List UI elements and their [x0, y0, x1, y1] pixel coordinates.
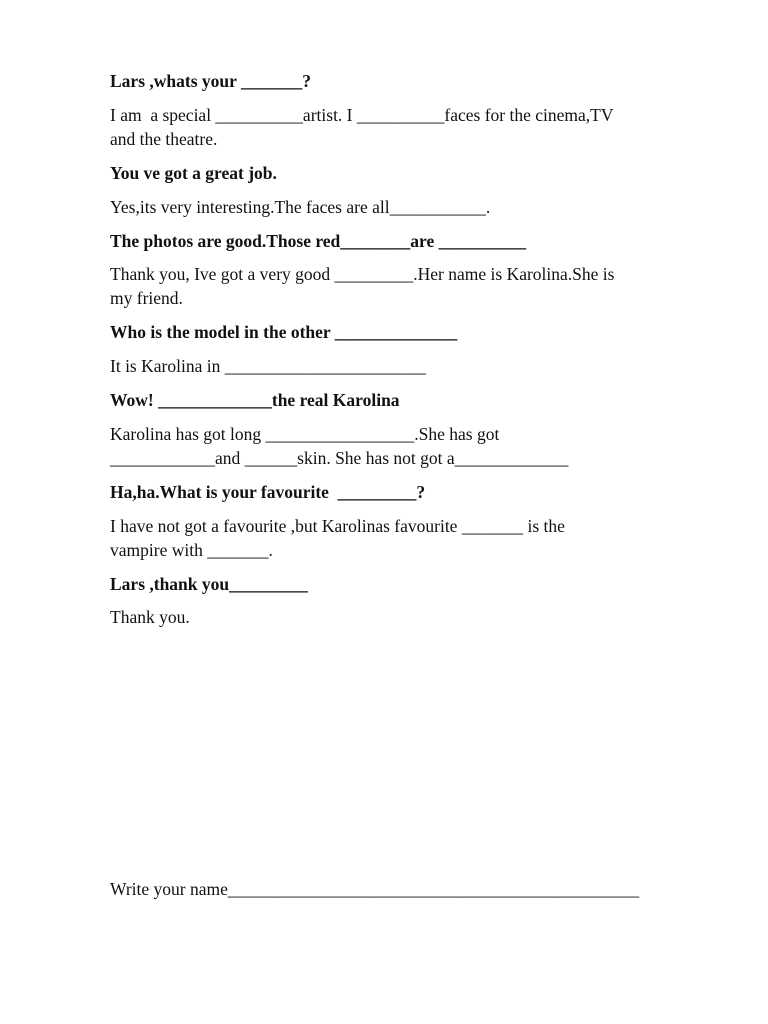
- answer-line-7: Thank you.: [110, 607, 190, 627]
- question-line-7: Lars ,thank you_________: [110, 574, 308, 594]
- answer-line-2: Yes,its very interesting.The faces are all___________.: [110, 197, 491, 217]
- question-line-3: The photos are good.Those red________are __________: [110, 231, 527, 251]
- question-line-1: Lars ,whats your _______?: [110, 71, 311, 91]
- question-line-2: You ve got a great job.: [110, 163, 277, 183]
- answer-line-5: Karolina has got long _________________.She has got ____________and ______skin. She has not got a_____________: [110, 424, 569, 468]
- question-line-5: Wow! _____________the real Karolina: [110, 390, 400, 410]
- question-line-4: Who is the model in the other ______________: [110, 322, 458, 342]
- answer-line-3: Thank you, Ive got a very good _________.Her name is Karolina.She is my friend.: [110, 264, 615, 308]
- answer-line-1: I am a special __________artist. I __________faces for the cinema,TV and the theatre.: [110, 105, 614, 149]
- answer-line-4: It is Karolina in _______________________: [110, 356, 426, 376]
- answer-line-6: I have not got a favourite ,but Karolinas favourite _______ is the vampire with _______.: [110, 516, 565, 560]
- question-line-6: Ha,ha.What is your favourite _________?: [110, 482, 426, 502]
- write-your-name-prompt: Write your name_______________________________________________: [110, 879, 640, 899]
